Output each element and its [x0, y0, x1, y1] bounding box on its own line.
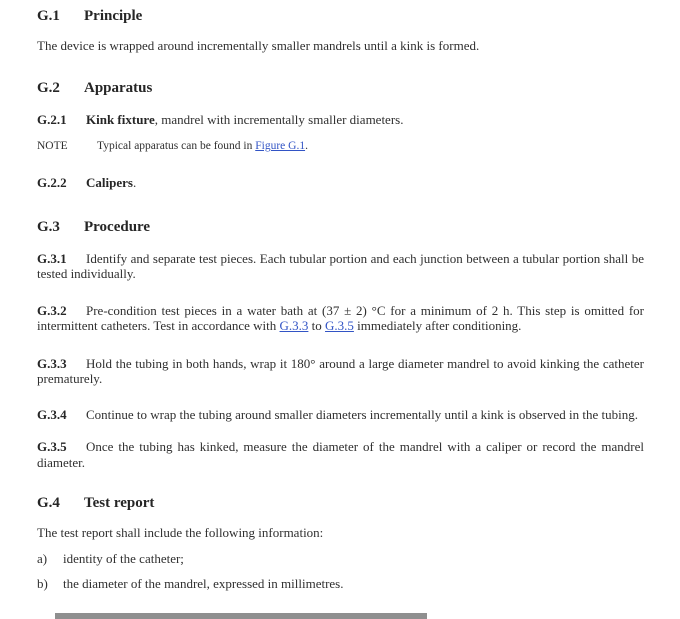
paragraph-g22	[37, 175, 644, 191]
paragraph-text: .	[132, 175, 137, 190]
paragraph-text: Continue to wrap the tubing around smaller diameters incrementally until a kink is observed in the tubing.	[86, 406, 639, 422]
cutoff-figure-edge	[55, 613, 427, 619]
list-marker: a)	[37, 550, 48, 566]
note-paragraph	[37, 139, 644, 153]
subclause-number: G.2.1	[37, 111, 67, 127]
subclause-number: G.3.2	[37, 302, 67, 318]
clause-g33-link[interactable]: G.3.3	[279, 318, 309, 333]
note-text-end: .	[305, 140, 308, 152]
list-item-b	[37, 576, 644, 592]
list-marker: b)	[37, 576, 48, 591]
clause-title: Principle	[84, 8, 143, 24]
clause-number: G.2	[37, 79, 60, 96]
paragraph-text: Identify and separate test pieces. Each tubular portion and each junction between a tubular portion shall be tested individually.	[37, 250, 644, 281]
clause-title: Procedure	[84, 218, 151, 235]
heading-g1	[37, 6, 644, 26]
subclause-number: G.3.5	[37, 439, 67, 454]
heading-g4	[37, 493, 644, 513]
subclause-number: G.3.1	[37, 250, 67, 266]
paragraph-g32	[37, 303, 644, 334]
paragraph-principle: The device is wrapped around incrementally smaller mandrels until a kink is formed.	[37, 38, 480, 53]
clause-number: G.4	[37, 495, 60, 511]
paragraph-g31	[37, 251, 644, 282]
clause-g35-link[interactable]: G.3.5	[325, 318, 354, 333]
paragraph-text: , mandrel with incrementally smaller diameters.	[154, 111, 404, 127]
paragraph-text: Pre-condition test pieces in a water bath at (37 ± 2) °C for a minimum of 2 h. This step is omitted for intermittent catheters. Test in accordance with	[37, 302, 644, 333]
clause-number: G.1	[37, 8, 60, 24]
subclause-number: G.3.3	[37, 355, 67, 371]
note-text: Typical apparatus can be found in	[97, 140, 256, 152]
paragraph-text: Once the tubing has kinked, measure the diameter of the mandrel with a caliper or record the mandrel diameter.	[37, 439, 644, 470]
paragraph-text: Hold the tubing in both hands, wrap it 180° around a large diameter mandrel to avoid kinking the catheter prematurely.	[37, 355, 644, 386]
note-label: NOTE	[37, 140, 68, 152]
subclause-number: G.2.2	[37, 175, 67, 190]
heading-g2	[37, 78, 644, 98]
defined-term: Kink fixture	[86, 111, 155, 127]
paragraph-g21	[37, 112, 644, 128]
paragraph-text: immediately after conditioning.	[353, 318, 522, 333]
clause-number: G.3	[37, 218, 60, 235]
figure-g1-link[interactable]: Figure G.1	[255, 140, 306, 152]
paragraph-g33	[37, 356, 644, 387]
paragraph-g34	[37, 407, 644, 423]
subclause-number: G.3.4	[37, 406, 67, 422]
defined-term: Calipers	[86, 175, 133, 190]
list-item-text: the diameter of the mandrel, expressed in millimetres.	[63, 576, 344, 591]
clause-title: Apparatus	[84, 79, 153, 96]
list-item-a	[37, 551, 644, 567]
paragraph-g35	[37, 439, 644, 470]
heading-g3	[37, 217, 644, 237]
clause-title: Test report	[84, 495, 155, 511]
paragraph-text: to	[308, 318, 326, 333]
paragraph-test-report-intro: The test report shall include the following information:	[37, 525, 324, 540]
list-item-text: identity of the catheter;	[63, 550, 184, 566]
